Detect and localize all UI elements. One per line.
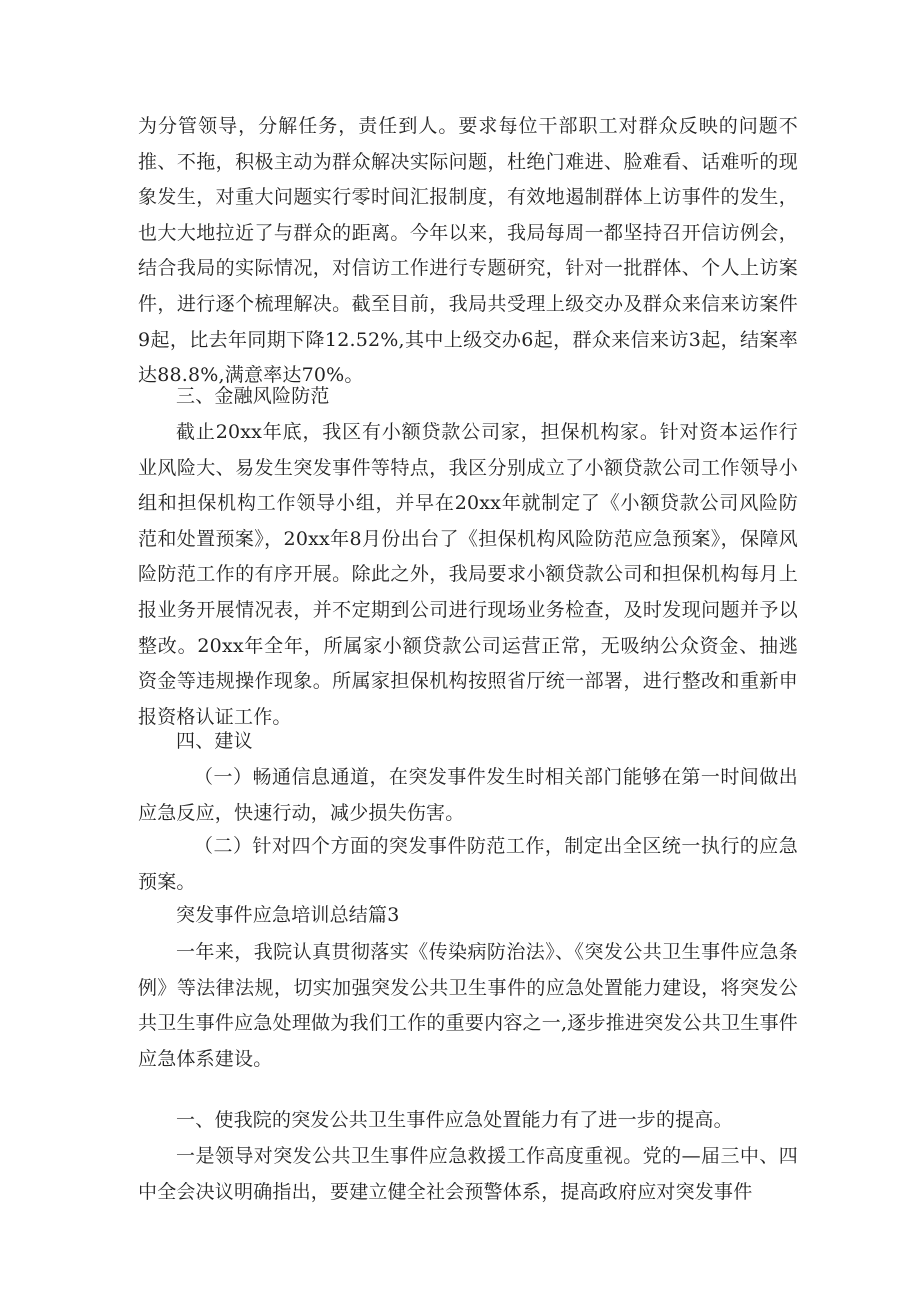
- paragraph-petition-work: 为分管领导，分解任务，责任到人。要求每位干部职工对群众反映的问题不推、不拖，积极主动为群众解决实际问题，杜绝门难进、脸难看、话难听的现象发生，对重大问题实行零时间汇报制度，有效地遏制群体上访事件的发生，也大大地拉近了与群众的距离。今年以来，我局每周一都坚持召开信访例会，结合我局的实际情况，对信访工作进行专题研究，针对一批群体、个人上访案件，进行逐个梳理解决。截至目前，我局共受理上级交办及群众来信来访案件9起，比去年同期下降12.52%,其中上级交办6起，群众来信来访3起，结案率达88.8%,满意率达70%。: [138, 115, 798, 387]
- article-title: 突发事件应急培训总结篇3: [176, 904, 400, 926]
- section-heading-suggestions: 四、建议: [176, 730, 253, 752]
- paragraph-suggestion-1: （一）畅通信息通道，在突发事件发生时相关部门能够在第一时间做出应急反应，快速行动，减少损失伤害。: [138, 766, 798, 824]
- paragraph-intro: 一年来，我院认真贯彻落实《传染病防治法》、《突发公共卫生事件应急条例》等法律法规，切实加强突发公共卫生事件的应急处置能力建设，将突发公共卫生事件应急处理做为我们工作的重要内容之一,逐步推进突发公共卫生事件应急体系建设。: [138, 941, 798, 1070]
- paragraph-leadership: 一是领导对突发公共卫生事件应急救援工作高度重视。党的—届三中、四中全会决议明确指出，要建立健全社会预警体系，提高政府应对突发事件: [138, 1145, 798, 1203]
- section-heading-capability: 一、使我院的突发公共卫生事件应急处置能力有了进一步的提高。: [176, 1109, 733, 1131]
- section-heading-financial-risk: 三、金融风险防范: [176, 385, 330, 407]
- paragraph-suggestion-2: （二）针对四个方面的突发事件防范工作，制定出全区统一执行的应急预案。: [138, 835, 798, 893]
- paragraph-financial-risk: 截止20xx年底，我区有小额贷款公司家，担保机构家。针对资本运作行业风险大、易发生突发事件等特点，我区分别成立了小额贷款公司工作领导小组和担保机构工作领导小组，并早在20xx年就制定了《小额贷款公司风险防范和处置预案》，20xx年8月份出台了《担保机构风险防范应急预案》，保障风险防范工作的有序开展。除此之外，我局要求小额贷款公司和担保机构每月上报业务开展情况表，并不定期到公司进行现场业务检查，及时发现问题并予以整改。20xx年全年，所属家小额贷款公司运营正常，无吸纳公众资金、抽逃资金等违规操作现象。所属家担保机构按照省厅统一部署，进行整改和重新申报资格认证工作。: [138, 421, 798, 728]
